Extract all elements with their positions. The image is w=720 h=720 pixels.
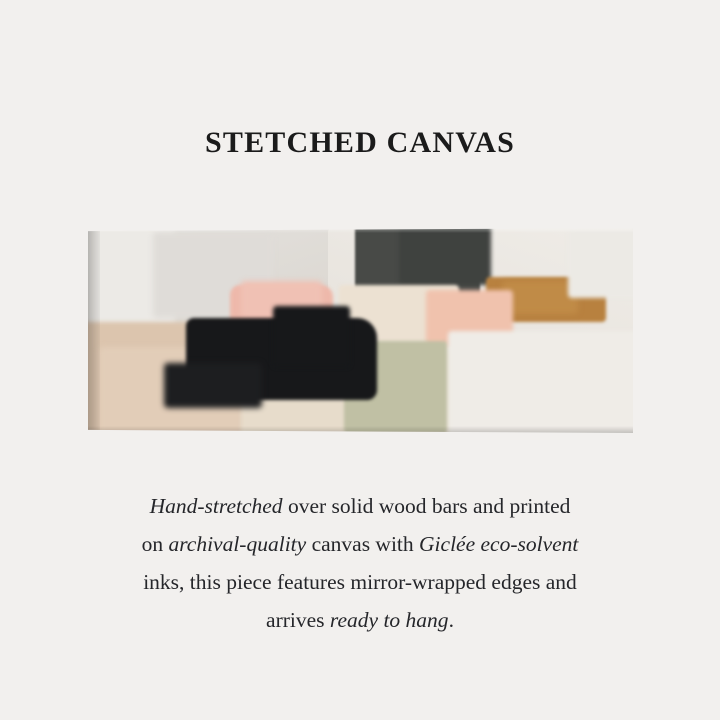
abstract-painting (88, 228, 633, 433)
description-line-2 (60, 525, 660, 563)
paint-shape-black-stroke-2 (273, 306, 349, 368)
description-line-4 (60, 601, 660, 639)
description-line-1-text: over solid wood bars and printed (282, 494, 571, 518)
description-emphasis-hand-stretched: Hand-stretched (149, 494, 283, 518)
description-line-1 (60, 487, 660, 525)
paint-shape-white-right (448, 331, 633, 434)
description-line-2-mid: canvas with (306, 532, 420, 556)
paint-shape-white-topright (568, 228, 633, 298)
paint-shape-black-tail (164, 363, 262, 408)
description-line-4-suffix: . (448, 608, 454, 632)
description-line-2-prefix: on (141, 532, 169, 556)
product-description (60, 487, 660, 639)
canvas-artwork (88, 228, 633, 433)
canvas-edge-left (88, 228, 100, 433)
canvas-edge-top (88, 228, 633, 233)
paint-shape-charcoal-top-2 (399, 228, 492, 285)
description-emphasis-giclee: Giclée eco-solvent (419, 532, 579, 556)
page-title: STETCHED CANVAS (204, 126, 516, 159)
description-emphasis-archival-quality: archival-quality (168, 532, 307, 556)
description-line-3: inks, this piece features mirror-wrapped edges and (143, 570, 577, 594)
description-emphasis-ready-to-hang: ready to hang (329, 608, 449, 632)
canvas-edge-bottom (88, 426, 633, 433)
description-line-4-prefix: arrives (266, 608, 330, 632)
